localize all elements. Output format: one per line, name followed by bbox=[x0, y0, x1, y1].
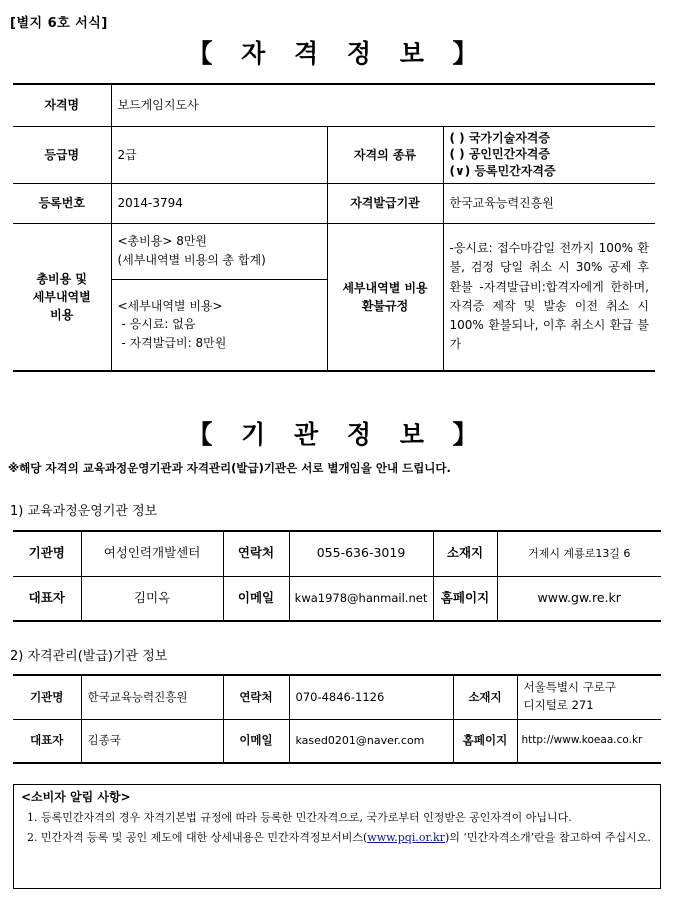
cost-label-line: 세부내역별 bbox=[32, 289, 91, 304]
total-cost-line: <총비용> 8만원 bbox=[117, 234, 208, 249]
qualification-name-value: 보드게임지도사 bbox=[111, 84, 655, 126]
qualification-table bbox=[13, 83, 655, 372]
institution-notice: ※해당 자격의 교육과정운영기관과 자격관리(발급)기관은 서로 별개임을 안내 드립니다. bbox=[8, 461, 451, 475]
total-cost-note: (세부내역별 비용의 총 합계) bbox=[117, 253, 266, 267]
consumer-notice-item-1: 1. 등록민간자격의 경우 자격기본법 규정에 따라 등록한 민간자격으로, 국가로부터 인정받은 공인자격이 아닙니다. bbox=[27, 811, 572, 824]
issuing-location-value bbox=[517, 675, 661, 719]
total-cost-cell bbox=[111, 223, 327, 279]
issuing-org-name-label: 기관명 bbox=[13, 675, 81, 719]
pqi-link[interactable]: www.pqi.or.kr bbox=[367, 831, 445, 845]
education-org-heading: 1) 교육과정운영기관 정보 bbox=[10, 504, 158, 519]
kind-certified-private: ( ) 공인민간자격증 bbox=[449, 147, 550, 162]
qualification-kind-list bbox=[443, 126, 655, 183]
refund-policy-text: -응시료: 접수마감일 전까지 100% 환불, 검정 당일 취소 시 30% 공제 후 환불 -자격발급비:합격자에게 한하며, 자격증 제작 및 발송 이전 취소 시 100% 환불되나, 이후 취소시 환급 불가 bbox=[443, 223, 655, 371]
qualification-section-title: 【 자 격 정 보 】 bbox=[187, 39, 488, 68]
consumer-notice-box bbox=[13, 784, 661, 889]
detail-cost-heading: <세부내역별 비용> bbox=[117, 298, 223, 313]
issuing-contact-label: 연락처 bbox=[223, 675, 289, 719]
edu-homepage-value: www.gw.re.kr bbox=[497, 576, 661, 621]
kind-national-technical: ( ) 국가기술자격증 bbox=[449, 131, 550, 146]
detail-cost-cell bbox=[111, 279, 327, 371]
issuing-rep-label: 대표자 bbox=[13, 719, 81, 763]
refund-label-line: 세부내역별 비용 bbox=[342, 280, 428, 295]
cost-label-line: 총비용 및 bbox=[36, 271, 88, 286]
issuing-location-line: 디지털로 271 bbox=[523, 698, 594, 713]
issuing-rep-value: 김종국 bbox=[81, 719, 223, 763]
consumer-notice-title: <소비자 알림 사항> bbox=[21, 790, 131, 804]
grade-label: 등급명 bbox=[13, 126, 111, 183]
edu-homepage-label: 홈페이지 bbox=[433, 576, 497, 621]
issuing-org-name-value: 한국교육능력진흥원 bbox=[81, 675, 223, 719]
issuing-body-label: 자격발급기관 bbox=[327, 183, 443, 223]
consumer-notice-item-2-after: )의 ‘민간자격소개’란을 참고하여 주십시오. bbox=[444, 831, 651, 845]
issuing-location-label: 소재지 bbox=[453, 675, 517, 719]
issuing-homepage-label: 홈페이지 bbox=[453, 719, 517, 763]
edu-email-label: 이메일 bbox=[223, 576, 289, 621]
consumer-notice-item-2 bbox=[21, 828, 653, 847]
cost-label-line: 비용 bbox=[50, 307, 74, 322]
registration-number-label: 등록번호 bbox=[13, 183, 111, 223]
grade-value: 2급 bbox=[111, 126, 327, 183]
form-tag: [별지 6호 서식] bbox=[10, 16, 108, 31]
qualification-name-label: 자격명 bbox=[13, 84, 111, 126]
edu-contact-value: 055-636-3019 bbox=[289, 531, 433, 576]
edu-rep-label: 대표자 bbox=[13, 576, 81, 621]
edu-org-name-label: 기관명 bbox=[13, 531, 81, 576]
issuing-email-label: 이메일 bbox=[223, 719, 289, 763]
issuing-org-table bbox=[13, 674, 661, 764]
refund-policy-label bbox=[327, 223, 443, 371]
issuing-contact-value: 070-4846-1126 bbox=[289, 675, 453, 719]
registration-number-value: 2014-3794 bbox=[111, 183, 327, 223]
exam-fee-line: - 응시료: 없음 bbox=[121, 317, 196, 332]
refund-label-line: 환불규정 bbox=[361, 298, 409, 313]
cost-label bbox=[13, 223, 111, 371]
institution-section-title: 【 기 관 정 보 】 bbox=[187, 420, 488, 449]
consumer-notice-item-2-before: 2. 민간자격 등록 및 공인 제도에 대한 상세내용은 민간자격정보서비스( bbox=[27, 831, 368, 845]
edu-rep-value: 김미옥 bbox=[81, 576, 223, 621]
kind-registered-private: (∨) 등록민간자격증 bbox=[449, 163, 556, 178]
education-org-table bbox=[13, 530, 661, 622]
issuing-email-value: kased0201@naver.com bbox=[289, 719, 453, 763]
issuing-body-value: 한국교육능력진흥원 bbox=[443, 183, 655, 223]
edu-org-name-value: 여성인력개발센터 bbox=[81, 531, 223, 576]
issuing-org-heading: 2) 자격관리(발급)기관 정보 bbox=[10, 649, 168, 664]
edu-location-label: 소재지 bbox=[433, 531, 497, 576]
issuing-homepage-value: http://www.koeaa.co.kr bbox=[517, 719, 661, 763]
edu-location-value: 거제시 계룡로13길 6 bbox=[497, 531, 661, 576]
edu-contact-label: 연락처 bbox=[223, 531, 289, 576]
issuing-location-line: 서울특별시 구로구 bbox=[523, 680, 617, 695]
qualification-kind-label: 자격의 종류 bbox=[327, 126, 443, 183]
edu-email-value: kwa1978@hanmail.net bbox=[289, 576, 433, 621]
issuance-fee-line: - 자격발급비: 8만원 bbox=[121, 336, 227, 351]
